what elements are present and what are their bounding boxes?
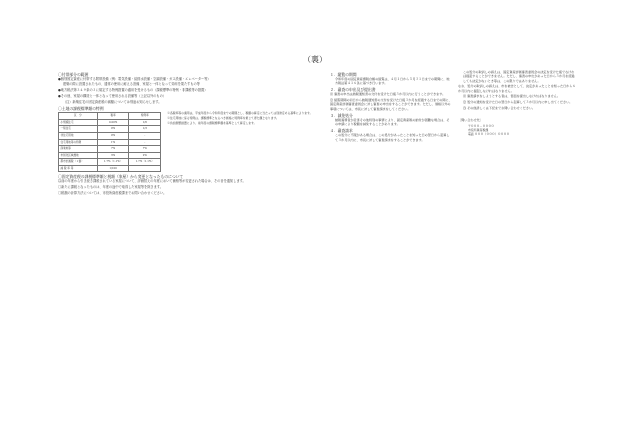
contact-postal: 〒０００－００００	[468, 123, 495, 128]
note: ※各税率等の適用は、平成年度から令和年度までの期間とし、税額の算定に当たっては別途定める基準によります。	[167, 111, 313, 116]
contact-office: 市役所資産税課	[468, 127, 489, 132]
paragraph: 建築の際に設置されたもの、通常の使用に耐える設備、家屋と一体となって効用を果たすもの等	[63, 82, 200, 87]
table-cell: 商業地等	[59, 146, 98, 153]
table-notes	[167, 111, 316, 172]
table-cell: 都市計画税（１割）	[59, 159, 98, 166]
table-cell: 特例率	[129, 113, 161, 120]
table-cell: 0%	[97, 132, 129, 139]
contact-block	[458, 118, 576, 136]
table-cell: 小規模住宅	[59, 119, 98, 126]
section-heading: 〇固定資産税の課税標準額と税額（家屋）から変更となったものについて	[58, 173, 184, 179]
left-column	[58, 70, 316, 197]
page-title: （裏）	[303, 55, 327, 64]
section-heading: ３．減免処分	[330, 112, 353, 118]
table-cell: 3%	[97, 152, 129, 159]
paragraph: ●その他、家屋の構造と一体となって使用される設備等（上記以外のもの）	[58, 94, 166, 99]
list-item: ⑶ その他詳しくは下記までお問い合わせください。	[463, 105, 536, 110]
table-cell: 非住宅用地	[59, 132, 98, 139]
contact-heading: 〔問い合わせ先〕	[458, 118, 483, 122]
paragraph: ⑵ 縦覧期間の初日から納税通知書の交付を受けた日後３か月を経過する日までの間に、固定資産評価審査委員会に対し審査の申出をすることができます。ただし、価格以外の事項については、市長に対して審査請求をしてください。	[330, 97, 452, 111]
table-row	[59, 159, 161, 166]
section-heading: ２．審査の申出及び提出書	[330, 87, 376, 93]
section-heading: 〇付帯部分の範囲	[58, 71, 89, 77]
table-cell: 1/3	[129, 126, 161, 133]
rate-table	[58, 112, 161, 172]
table-cell: 2%	[129, 152, 161, 159]
table-row	[59, 132, 161, 139]
table-cell: 減 税 率 等	[59, 165, 98, 172]
table-cell: 区 分	[59, 113, 98, 120]
list-item: ⑵ 処分の通知を受けた日の翌日から起算して３か月以内に申し出てください。	[463, 100, 573, 104]
table-cell: 1.7%（1.1%）	[129, 159, 161, 166]
paragraph: この処分の取消しの訴えは、固定資産評価審査委員会の決定を受けた後でなければ提起することができません。ただし、審査の申出があった日から３か月を経過しても決定がないとき等は、この限りではありません。	[463, 70, 575, 83]
paragraph: 令和年度の固定資産課税台帳の縦覧は、４月１日から５月３１日までの期間に、地方税法第４１６条に基づき行います。	[335, 76, 450, 86]
note: ※負担調整措置により、前年度の課税標準額を基準として算定します。	[167, 121, 257, 126]
table-row	[59, 113, 161, 120]
paragraph: 納税義務者が災害その他特別の事情により、固定資産税の納付が困難な場合は、その申請により税額を減免することがあります。	[335, 117, 450, 127]
table-cell: 1/6	[129, 119, 161, 126]
table-row	[59, 146, 161, 153]
table-cell: -	[129, 132, 161, 139]
table-row	[59, 165, 161, 172]
table-cell: -	[129, 139, 161, 146]
contact-phone: 電話 ０００（０００）００００	[468, 131, 510, 136]
right-column	[458, 70, 576, 136]
paragraph: この処分に不服がある場合は、この処分があったことを知った日の翌日から起算して３か月以内に、市長に対して審査請求をすることができます。	[335, 133, 450, 142]
table-cell: 0%	[97, 126, 129, 133]
paragraph: ●個別固定資産に付帯する附帯設備（例：電気設備・給排水設備・空調設備・ガス設備・エレベーター等）	[58, 76, 211, 81]
table-row	[59, 126, 161, 133]
section-heading: 〇土地の課税標準額の特例	[58, 105, 104, 111]
section-heading: ４．審査請求	[330, 128, 353, 134]
paragraph: 〇新たに課税となったものは、年度の途中で取得した家屋等を除きます。	[58, 184, 163, 189]
paragraph: なお、処分の取消しの訴えは、市を被告として、決定があったことを知った日から６か月以内に提起しなければなりません。	[458, 84, 576, 93]
paragraph: （注）新築住宅の固定資産税の減額については別途お知らせします。	[63, 99, 162, 104]
table-row	[59, 152, 161, 159]
list-item: ⑴ 審査請求をしようとする者は、書面を提出しなければなりません。	[463, 94, 561, 99]
section-heading: １．縦覧の期間	[330, 71, 357, 77]
middle-column	[330, 70, 452, 143]
table-cell: 1/100	[97, 165, 129, 172]
table-cell	[129, 165, 161, 172]
table-cell: 1%	[97, 139, 129, 146]
paragraph: ●地方税法第３４９条の３に規定する特例措置の適用を受けるもの（課税標準の特例・非課税等の措置）	[58, 88, 208, 93]
table-cell: 税率	[97, 113, 129, 120]
table-cell: 7%	[97, 146, 129, 153]
note: ※住宅用地に係る特例は、課税標準となるべき価格に特例率を乗じて得た額となります。	[167, 116, 279, 121]
paragraph: 〇税額の計算方法については、市役所資産税課までお問い合わせください。	[58, 190, 167, 195]
table-row	[59, 119, 161, 126]
table-cell: 7%	[129, 146, 161, 153]
table-cell: 一般住宅	[59, 126, 98, 133]
paragraph: 以前の年度から引き続き課税されている家屋について、評価替えの年度において価格等が変更された場合は、その旨を通知します。	[58, 179, 246, 184]
table-row	[59, 139, 161, 146]
table-cell: 1.7%（1.1%）	[97, 159, 129, 166]
table-cell: 市街化区域農地	[59, 152, 98, 159]
paragraph: ⑴ 審査の申出は納税通知書の交付を受けた日後３か月以内に行うことができます。	[330, 92, 446, 97]
table-cell: 住宅用地等の特例	[59, 139, 98, 146]
table-cell: 0.00%	[97, 119, 129, 126]
rate-row	[58, 111, 316, 172]
